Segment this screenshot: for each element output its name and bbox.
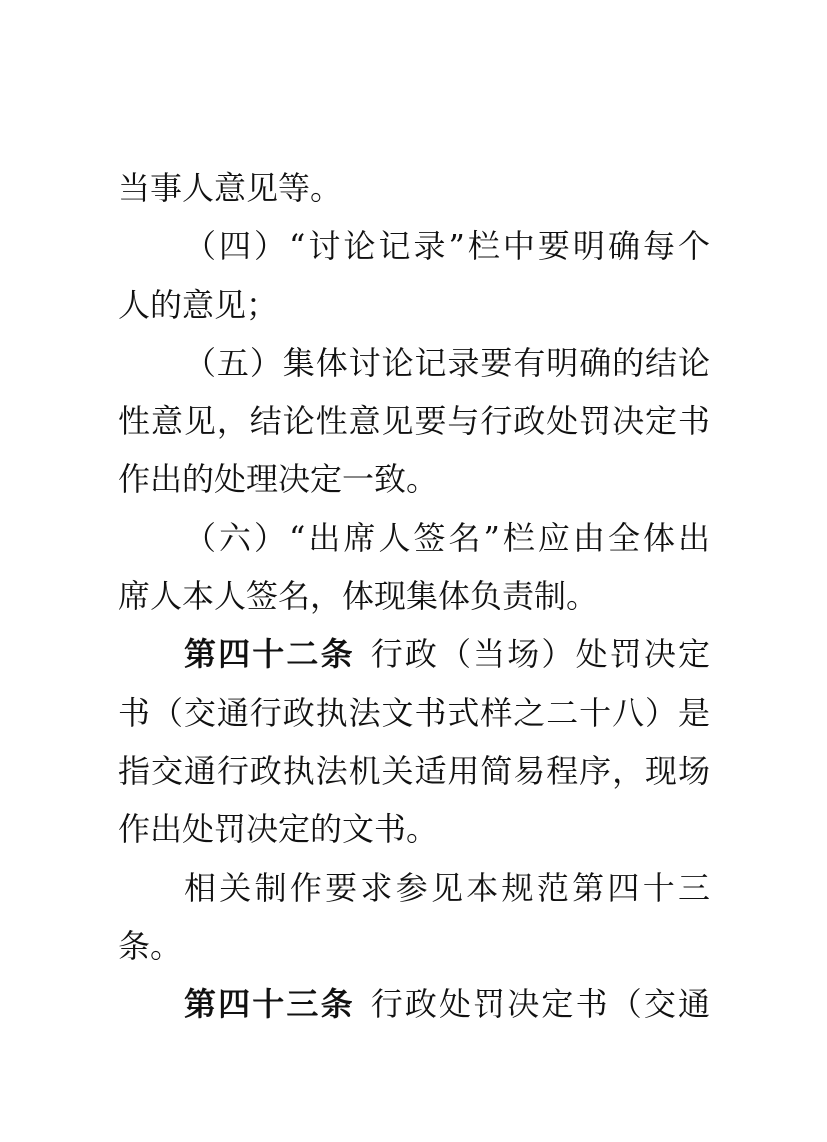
text-line-8: 席人本人签名，体现集体负责制。 <box>118 577 599 616</box>
text-line-4: （五）集体讨论记录要有明确的结论 <box>184 343 710 382</box>
document-body <box>118 159 710 1033</box>
article-42-heading: 第四十二条 <box>184 635 355 674</box>
text-line-7: （六）“出席人签名”栏应由全体出 <box>184 518 710 557</box>
reference-line-2: 条。 <box>118 926 183 965</box>
text-line-2: （四）“讨论记录”栏中要明确每个 <box>184 227 710 266</box>
text-line-6: 作出的处理决定一致。 <box>118 460 439 499</box>
reference-line-1: 相关制作要求参见本规范第四十三 <box>184 868 710 907</box>
text-line-3: 人的意见； <box>118 285 279 324</box>
article-43-heading: 第四十三条 <box>184 985 355 1024</box>
article-42-first-line <box>118 625 710 683</box>
text-line-1: 当事人意见等。 <box>118 169 343 207</box>
article-43-first-line <box>118 975 710 1033</box>
article-42-title-text: 行政（当场）处罚决定 <box>370 635 710 674</box>
article-42-line-2: 书（交通行政执法文书式样之二十八）是 <box>118 693 710 732</box>
article-42-line-3: 指交通行政执法机关适用简易程序，现场 <box>118 751 710 790</box>
text-line-5: 性意见，结论性意见要与行政处罚决定书 <box>118 402 710 441</box>
article-42-line-4: 作出处罚决定的文书。 <box>118 810 439 849</box>
article-43-title-text: 行政处罚决定书（交通 <box>370 985 710 1024</box>
